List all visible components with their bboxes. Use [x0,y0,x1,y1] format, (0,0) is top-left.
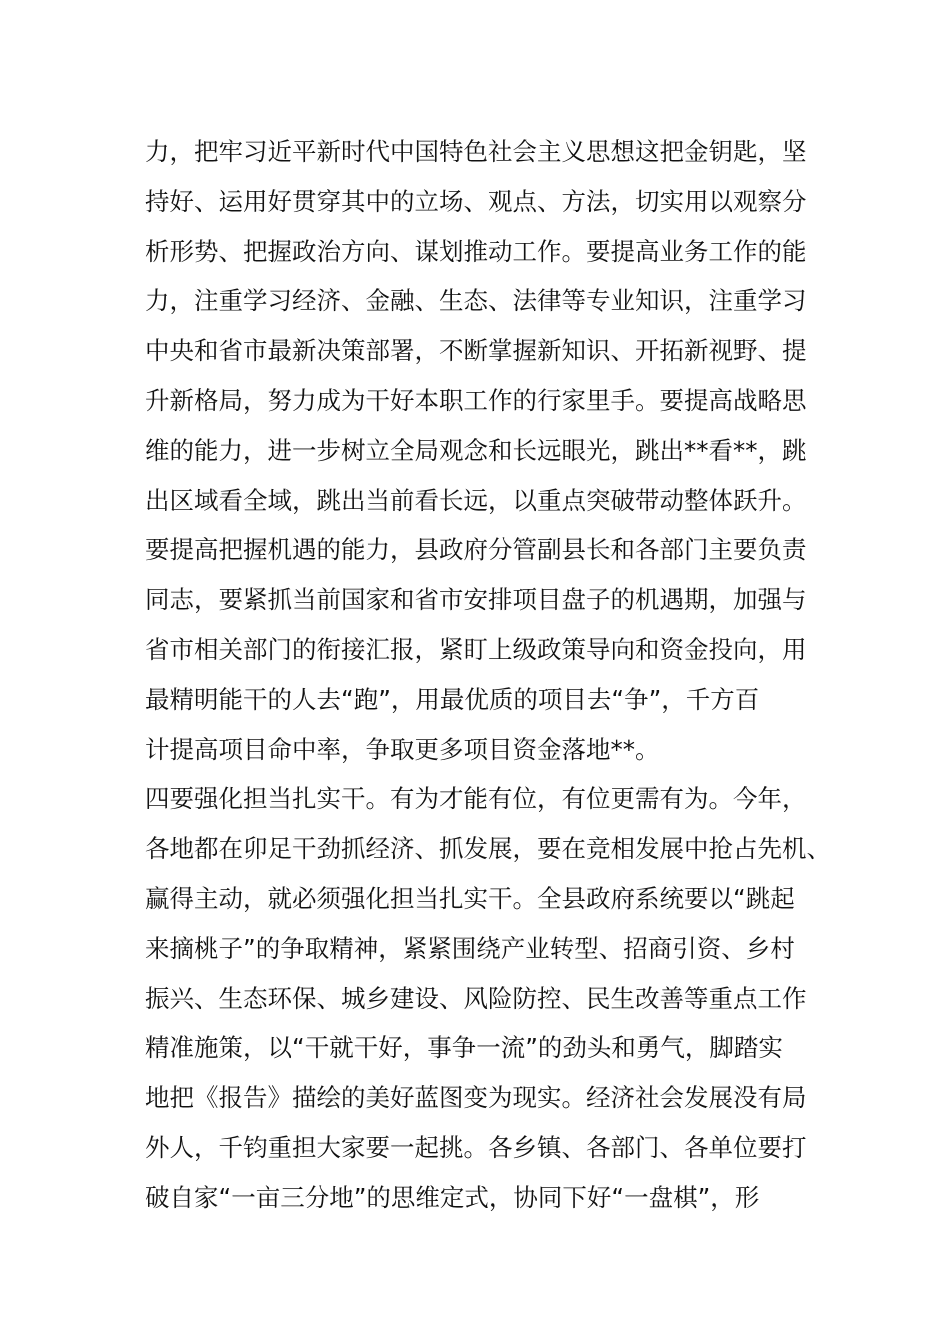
text-line: 最精明能干的人去“跑”，用最优质的项目去“争”，千方百 [145,684,760,714]
text-line: 中央和省市最新决策部署，不断掌握新知识、开拓新视野、提 [145,336,807,366]
text-line: 力，把牢习近平新时代中国特色社会主义思想这把金钥匙，坚 [145,137,807,166]
text-line: 来摘桃子”的争取精神，紧紧围绕产业转型、招商引资、乡村 [145,933,795,963]
text-line: 力，注重学习经济、金融、生态、法律等专业知识，注重学习 [145,286,807,316]
text-line: 持好、运用好贯穿其中的立场、观点、方法，切实用以观察分 [145,186,807,216]
text-line: 要提高把握机遇的能力，县政府分管副县长和各部门主要负责 [145,535,807,565]
text-line: 各地都在卯足干劲抓经济、抓发展，要在竞相发展中抢占先机、 [145,834,831,864]
text-line: 析形势、把握政治方向、谋划推动工作。要提高业务工作的能 [145,236,807,266]
text-line: 同志，要紧抓当前国家和省市安排项目盘子的机遇期，加强与 [145,585,807,615]
text-line: 升新格局，努力成为干好本职工作的行家里手。要提高战略思 [145,385,807,415]
text-line: 赢得主动，就必须强化担当扎实干。全县政府系统要以“跳起 [145,883,795,913]
text-line: 破自家“一亩三分地”的思维定式，协同下好“一盘棋”，形 [145,1182,760,1212]
text-line: 四要强化担当扎实干。有为才能有位，有位更需有为。今年， [145,784,807,814]
text-line: 振兴、生态环保、城乡建设、风险防控、民生改善等重点工作 [145,983,807,1013]
text-line: 维的能力，进一步树立全局观念和长远眼光，跳出**看**，跳 [145,435,807,465]
text-line: 出区域看全域，跳出当前看长远，以重点突破带动整体跃升。 [145,485,807,515]
text-line: 精准施策，以“干就干好，事争一流”的劲头和勇气，脚踏实 [145,1033,783,1063]
text-line: 省市相关部门的衔接汇报，紧盯上级政策导向和资金投向，用 [145,634,807,664]
body-text [145,127,831,1223]
text-line: 地把《报告》描绘的美好蓝图变为现实。经济社会发展没有局 [145,1083,807,1113]
text-line: 外人，千钧重担大家要一起挑。各乡镇、各部门、各单位要打 [145,1132,807,1162]
text-line: 计提高项目命中率，争取更多项目资金落地**。 [145,734,660,764]
